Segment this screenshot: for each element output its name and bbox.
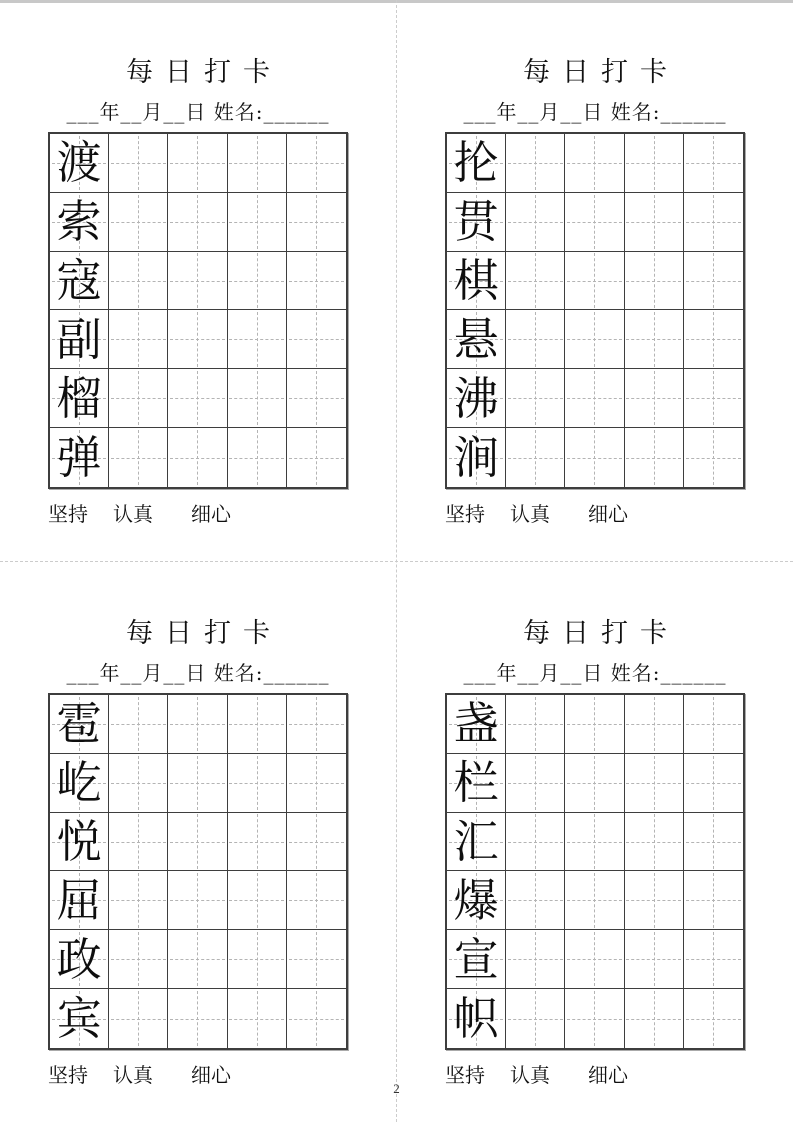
empty-practice-cell — [287, 989, 346, 1048]
practice-character-cell — [50, 871, 109, 930]
practice-character: 汇 — [453, 815, 499, 869]
worksheet-card-bottom-left — [0, 561, 396, 1122]
empty-practice-cell — [565, 754, 624, 813]
empty-practice-cell — [109, 369, 168, 428]
empty-practice-cell — [684, 871, 743, 930]
empty-practice-cell — [109, 428, 168, 487]
footer-word: 认真 — [510, 1063, 550, 1087]
practice-grid — [445, 132, 745, 489]
empty-practice-cell — [109, 989, 168, 1048]
practice-character: 榴 — [56, 371, 102, 425]
empty-practice-cell — [506, 695, 565, 754]
practice-character: 政 — [56, 932, 102, 986]
empty-practice-cell — [625, 930, 684, 989]
worksheet-card-bottom-right — [397, 561, 793, 1122]
empty-practice-cell — [109, 813, 168, 872]
empty-practice-cell — [565, 310, 624, 369]
empty-practice-cell — [109, 754, 168, 813]
practice-character-cell — [447, 134, 506, 193]
practice-character: 渡 — [56, 136, 102, 190]
empty-practice-cell — [684, 252, 743, 311]
footer-word: 细心 — [191, 1063, 231, 1087]
empty-practice-cell — [287, 695, 346, 754]
practice-character-cell — [447, 754, 506, 813]
practice-character: 沸 — [453, 371, 499, 425]
empty-practice-cell — [506, 252, 565, 311]
empty-practice-cell — [228, 193, 287, 252]
practice-grid — [48, 693, 348, 1050]
practice-character-cell — [447, 310, 506, 369]
card-content — [48, 0, 348, 527]
practice-character: 帜 — [453, 992, 499, 1046]
footer-word: 认真 — [113, 1063, 153, 1087]
empty-practice-cell — [684, 813, 743, 872]
practice-character: 副 — [56, 312, 102, 366]
empty-practice-cell — [228, 989, 287, 1048]
practice-character-cell — [50, 989, 109, 1048]
empty-practice-cell — [168, 310, 227, 369]
empty-practice-cell — [109, 871, 168, 930]
empty-practice-cell — [109, 252, 168, 311]
empty-practice-cell — [565, 989, 624, 1048]
card-content — [445, 0, 745, 527]
empty-practice-cell — [287, 930, 346, 989]
empty-practice-cell — [506, 871, 565, 930]
practice-character: 屈 — [56, 873, 102, 927]
empty-practice-cell — [168, 695, 227, 754]
date-name-line: ___年__月__日 姓名:______ — [463, 661, 727, 685]
empty-practice-cell — [565, 930, 624, 989]
worksheet-card-top-right — [397, 0, 793, 561]
empty-practice-cell — [684, 989, 743, 1048]
empty-practice-cell — [287, 428, 346, 487]
empty-practice-cell — [506, 134, 565, 193]
empty-practice-cell — [287, 134, 346, 193]
empty-practice-cell — [625, 871, 684, 930]
empty-practice-cell — [287, 754, 346, 813]
footer-word: 细心 — [191, 502, 231, 526]
empty-practice-cell — [684, 134, 743, 193]
footer-word: 坚持 — [48, 502, 88, 526]
empty-practice-cell — [625, 813, 684, 872]
practice-character-cell — [447, 989, 506, 1048]
empty-practice-cell — [684, 193, 743, 252]
empty-practice-cell — [625, 310, 684, 369]
practice-grid — [445, 693, 745, 1050]
empty-practice-cell — [228, 813, 287, 872]
practice-character: 贯 — [453, 195, 499, 249]
card-footer — [445, 498, 745, 527]
empty-practice-cell — [506, 989, 565, 1048]
footer-word: 细心 — [588, 1063, 628, 1087]
card-content — [48, 561, 348, 1088]
practice-character: 宾 — [56, 992, 102, 1046]
empty-practice-cell — [168, 813, 227, 872]
footer-word: 细心 — [588, 502, 628, 526]
empty-practice-cell — [506, 754, 565, 813]
practice-character: 悬 — [453, 312, 499, 366]
empty-practice-cell — [565, 428, 624, 487]
practice-character: 屹 — [56, 756, 102, 810]
footer-word: 认真 — [113, 502, 153, 526]
card-title: 每日打卡 — [523, 618, 679, 649]
practice-character-cell — [447, 930, 506, 989]
date-name-line: ___年__月__日 姓名:______ — [66, 100, 330, 124]
practice-character-cell — [447, 695, 506, 754]
empty-practice-cell — [625, 369, 684, 428]
empty-practice-cell — [228, 428, 287, 487]
empty-practice-cell — [228, 310, 287, 369]
card-content — [445, 561, 745, 1088]
empty-practice-cell — [287, 193, 346, 252]
empty-practice-cell — [565, 695, 624, 754]
practice-character-cell — [50, 310, 109, 369]
empty-practice-cell — [625, 754, 684, 813]
practice-character-cell — [50, 134, 109, 193]
date-name-line: ___年__月__日 姓名:______ — [463, 100, 727, 124]
empty-practice-cell — [109, 134, 168, 193]
footer-word: 坚持 — [445, 1063, 485, 1087]
empty-practice-cell — [228, 134, 287, 193]
practice-character-cell — [447, 428, 506, 487]
empty-practice-cell — [506, 813, 565, 872]
empty-practice-cell — [168, 871, 227, 930]
practice-character-cell — [447, 369, 506, 428]
empty-practice-cell — [287, 813, 346, 872]
practice-character-cell — [447, 871, 506, 930]
practice-character-cell — [447, 252, 506, 311]
empty-practice-cell — [168, 989, 227, 1048]
practice-character-cell — [50, 193, 109, 252]
empty-practice-cell — [228, 930, 287, 989]
card-title: 每日打卡 — [126, 618, 282, 649]
empty-practice-cell — [625, 989, 684, 1048]
practice-character: 悦 — [56, 815, 102, 869]
empty-practice-cell — [168, 134, 227, 193]
empty-practice-cell — [684, 930, 743, 989]
empty-practice-cell — [168, 193, 227, 252]
empty-practice-cell — [228, 369, 287, 428]
empty-practice-cell — [287, 252, 346, 311]
empty-practice-cell — [168, 754, 227, 813]
empty-practice-cell — [287, 871, 346, 930]
empty-practice-cell — [684, 754, 743, 813]
empty-practice-cell — [625, 428, 684, 487]
footer-word: 坚持 — [445, 502, 485, 526]
empty-practice-cell — [168, 428, 227, 487]
practice-character-cell — [50, 369, 109, 428]
empty-practice-cell — [565, 871, 624, 930]
practice-character-cell — [50, 813, 109, 872]
page-number: 2 — [393, 1081, 400, 1096]
empty-practice-cell — [684, 369, 743, 428]
empty-practice-cell — [506, 428, 565, 487]
practice-character-cell — [50, 428, 109, 487]
empty-practice-cell — [287, 310, 346, 369]
empty-practice-cell — [168, 252, 227, 311]
card-title: 每日打卡 — [523, 57, 679, 88]
empty-practice-cell — [684, 310, 743, 369]
practice-character: 涧 — [453, 431, 499, 485]
empty-practice-cell — [228, 871, 287, 930]
empty-practice-cell — [625, 134, 684, 193]
empty-practice-cell — [565, 193, 624, 252]
practice-character: 盏 — [453, 697, 499, 751]
empty-practice-cell — [684, 695, 743, 754]
practice-character-cell — [50, 754, 109, 813]
empty-practice-cell — [109, 193, 168, 252]
card-footer — [48, 498, 348, 527]
practice-character: 棋 — [453, 254, 499, 308]
practice-character-cell — [447, 193, 506, 252]
empty-practice-cell — [506, 193, 565, 252]
practice-character: 栏 — [453, 756, 499, 810]
practice-character: 爆 — [453, 873, 499, 927]
practice-character: 抡 — [453, 136, 499, 190]
empty-practice-cell — [228, 754, 287, 813]
empty-practice-cell — [565, 813, 624, 872]
empty-practice-cell — [109, 310, 168, 369]
empty-practice-cell — [168, 930, 227, 989]
empty-practice-cell — [228, 695, 287, 754]
card-title: 每日打卡 — [126, 57, 282, 88]
footer-word: 认真 — [510, 502, 550, 526]
practice-character-cell — [50, 252, 109, 311]
empty-practice-cell — [565, 252, 624, 311]
empty-practice-cell — [506, 369, 565, 428]
empty-practice-cell — [109, 930, 168, 989]
practice-character: 雹 — [56, 697, 102, 751]
practice-character-cell — [50, 930, 109, 989]
empty-practice-cell — [287, 369, 346, 428]
empty-practice-cell — [506, 310, 565, 369]
empty-practice-cell — [506, 930, 565, 989]
date-name-line: ___年__月__日 姓名:______ — [66, 661, 330, 685]
empty-practice-cell — [625, 252, 684, 311]
empty-practice-cell — [565, 369, 624, 428]
worksheet-card-top-left — [0, 0, 396, 561]
empty-practice-cell — [109, 695, 168, 754]
empty-practice-cell — [168, 369, 227, 428]
practice-character: 寇 — [56, 254, 102, 308]
practice-character-cell — [447, 813, 506, 872]
empty-practice-cell — [228, 252, 287, 311]
practice-character: 宣 — [453, 932, 499, 986]
empty-practice-cell — [684, 428, 743, 487]
practice-grid — [48, 132, 348, 489]
empty-practice-cell — [565, 134, 624, 193]
footer-word: 坚持 — [48, 1063, 88, 1087]
empty-practice-cell — [625, 695, 684, 754]
practice-character-cell — [50, 695, 109, 754]
empty-practice-cell — [625, 193, 684, 252]
practice-character: 索 — [56, 195, 102, 249]
practice-character: 弹 — [56, 431, 102, 485]
